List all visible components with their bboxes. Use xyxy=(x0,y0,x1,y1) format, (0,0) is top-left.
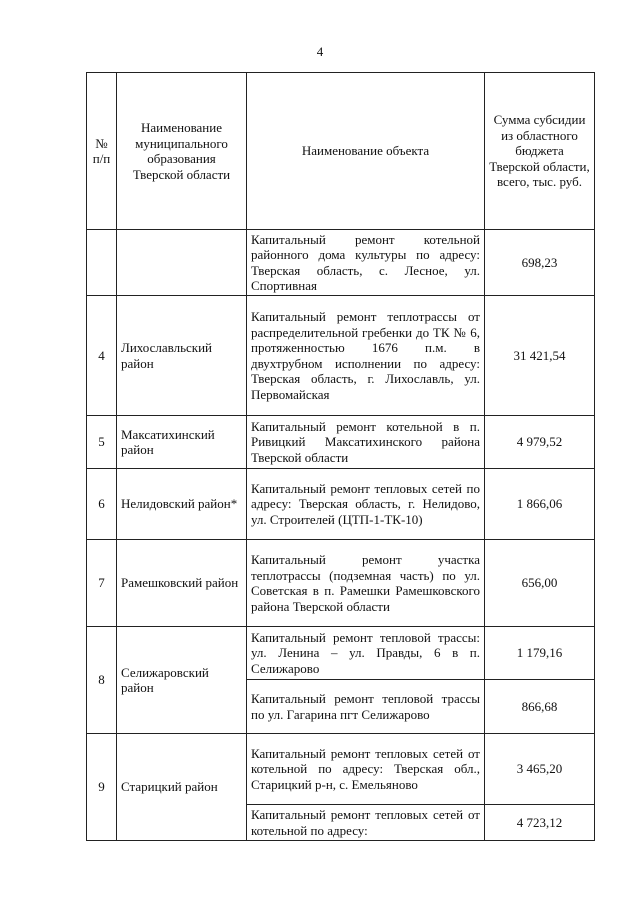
row-municipality: Селижаровский район xyxy=(117,627,247,734)
row-sum: 656,00 xyxy=(485,540,595,627)
row-number: 8 xyxy=(87,627,117,734)
row-number: 4 xyxy=(87,296,117,416)
header-object: Наименование объекта xyxy=(247,73,485,230)
row-municipality xyxy=(117,230,247,296)
row-object: Капитальный ремонт котельной районного дома культуры по адресу: Тверская область, с. Лесное, ул. Спортивная xyxy=(247,230,485,296)
page-number: 4 xyxy=(316,44,324,59)
table-row xyxy=(87,469,595,540)
row-municipality: Старицкий район xyxy=(117,734,247,841)
table-row xyxy=(87,416,595,469)
row-object: Капитальный ремонт котельной в п. Ривицкий Максатихинского района Тверской области xyxy=(247,416,485,469)
row-object: Капитальный ремонт участка теплотрассы (подземная часть) по ул. Советская в п. Рамешки Рамешковского района Тверской области xyxy=(247,540,485,627)
row-municipality: Лихославльский район xyxy=(117,296,247,416)
row-sum: 4 979,52 xyxy=(485,416,595,469)
row-sum: 31 421,54 xyxy=(485,296,595,416)
table-row xyxy=(87,296,595,416)
table-row xyxy=(87,627,595,680)
header-sum: Сумма субсидии из областного бюджета Тверской области, всего, тыс. руб. xyxy=(485,73,595,230)
table-row xyxy=(87,230,595,296)
row-sum: 1 179,16 xyxy=(485,627,595,680)
row-object: Капитальный ремонт тепловой трассы по ул. Гагарина пгт Селижарово xyxy=(247,680,485,734)
row-number: 7 xyxy=(87,540,117,627)
row-object: Капитальный ремонт тепловой трассы: ул. Ленина – ул. Правды, 6 в п. Селижарово xyxy=(247,627,485,680)
row-sum: 4 723,12 xyxy=(485,805,595,841)
row-number: 5 xyxy=(87,416,117,469)
table-row xyxy=(87,734,595,805)
row-sum: 866,68 xyxy=(485,680,595,734)
header-municipality: Наименование муниципального образования Тверской области xyxy=(117,73,247,230)
row-object: Капитальный ремонт тепловых сетей по адресу: Тверская область, г. Нелидово, ул. Строителей (ЦТП-1-ТК-10) xyxy=(247,469,485,540)
subsidy-table xyxy=(86,72,595,841)
row-object: Капитальный ремонт теплотрассы от распределительной гребенки до ТК № 6, протяженностью 1676 п.м. в двухтрубном исполнении по адресу: Тверская область, г. Лихославль, ул. Первомайская xyxy=(247,296,485,416)
table-header-row xyxy=(87,73,595,230)
row-municipality: Рамешковский район xyxy=(117,540,247,627)
row-sum: 698,23 xyxy=(485,230,595,296)
table-row xyxy=(87,540,595,627)
row-municipality: Нелидовский район* xyxy=(117,469,247,540)
header-number: № п/п xyxy=(87,73,117,230)
row-object: Капитальный ремонт тепловых сетей от котельной по адресу: xyxy=(247,805,485,841)
row-number: 9 xyxy=(87,734,117,841)
row-number: 6 xyxy=(87,469,117,540)
row-sum: 1 866,06 xyxy=(485,469,595,540)
row-object: Капитальный ремонт тепловых сетей от котельной по адресу: Тверская обл., Старицкий р-н, с. Емельяново xyxy=(247,734,485,805)
row-sum: 3 465,20 xyxy=(485,734,595,805)
row-number xyxy=(87,230,117,296)
row-municipality: Максатихинский район xyxy=(117,416,247,469)
